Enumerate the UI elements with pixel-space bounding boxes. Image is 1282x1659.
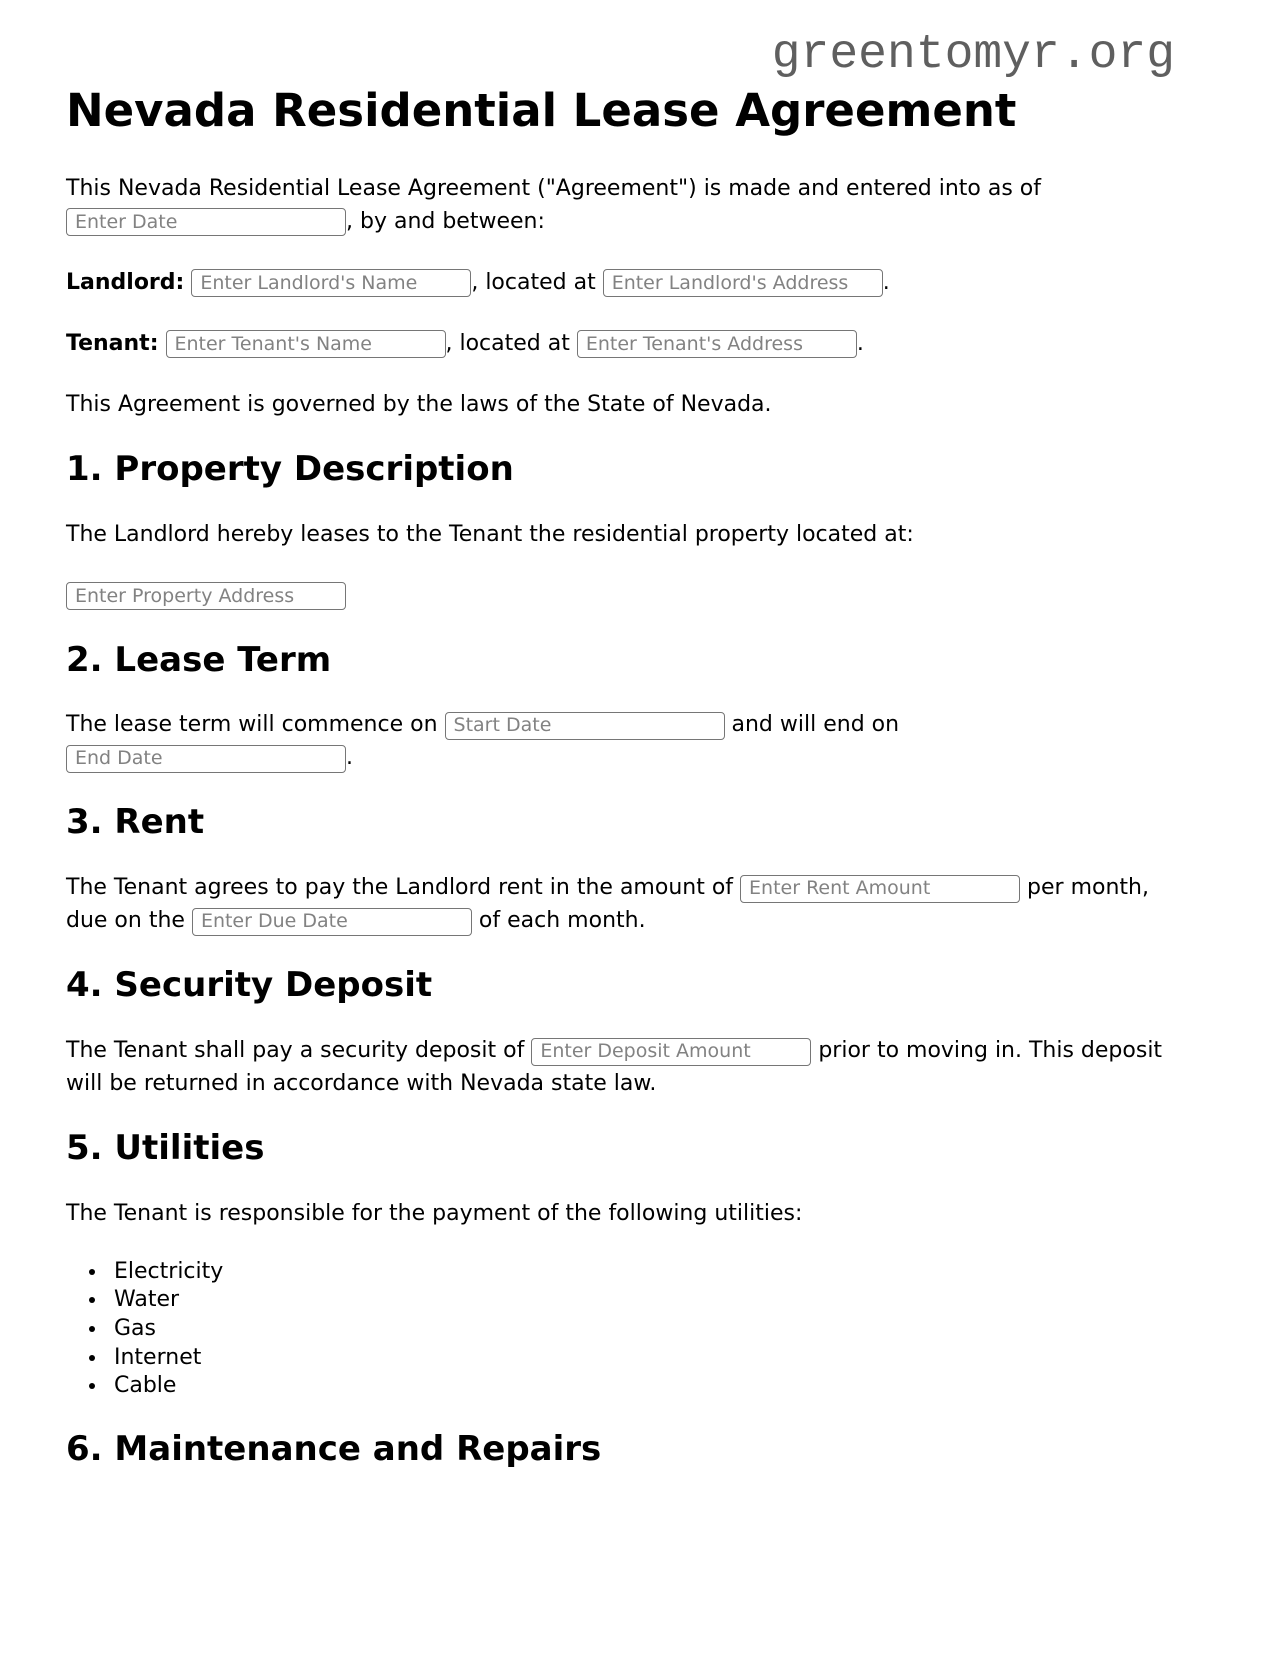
rent-text-after: of each month. (471, 908, 646, 934)
agreement-date-input[interactable] (66, 208, 346, 236)
landlord-address-input[interactable] (603, 269, 883, 297)
tenant-label: Tenant: (66, 330, 159, 356)
intro-paragraph (66, 172, 1175, 238)
tenant-located-at-text: , located at (445, 330, 577, 356)
section-lease-term-heading: 2. Lease Term (66, 639, 332, 680)
site-watermark: greentomyr.org (771, 28, 1175, 82)
intro-text-before: This Nevada Residential Lease Agreement ("Agreement") is made and entered into as of (66, 175, 1042, 201)
rent-text-before: The Tenant agrees to pay the Landlord rent in the amount of (66, 875, 741, 901)
page-title: Nevada Residential Lease Agreement (66, 83, 1017, 137)
utility-item-cable: • Cable (108, 1372, 1175, 1401)
utility-item-water: • Water (108, 1286, 1175, 1315)
deposit-text-before: The Tenant shall pay a security deposit of (66, 1038, 532, 1064)
intro-text-after: , by and between: (346, 208, 545, 234)
landlord-name-input[interactable] (191, 269, 471, 297)
utility-item-internet: • Internet (108, 1344, 1175, 1373)
landlord-label: Landlord: (66, 269, 185, 295)
tenant-address-input[interactable] (577, 330, 857, 358)
due-date-input[interactable] (192, 908, 472, 936)
deposit-paragraph (66, 1034, 1175, 1100)
end-date-input[interactable] (66, 745, 346, 773)
start-date-input[interactable] (445, 712, 725, 740)
lease-term-text-middle: and will end on (724, 712, 900, 738)
rent-amount-input[interactable] (740, 875, 1020, 903)
tenant-paragraph (66, 327, 1175, 360)
tenant-end-text: . (856, 330, 864, 356)
utility-item-electricity: • Electricity (108, 1258, 1175, 1287)
property-address-input[interactable] (66, 582, 346, 610)
lease-term-text-before: The lease term will commence on (66, 712, 445, 738)
section-deposit-heading: 4. Security Deposit (66, 965, 433, 1006)
landlord-end-text: . (882, 269, 890, 295)
section-maintenance-heading: 6. Maintenance and Repairs (66, 1428, 602, 1469)
utilities-list (66, 1258, 1175, 1401)
tenant-name-input[interactable] (166, 330, 446, 358)
property-address-paragraph (66, 579, 1175, 612)
landlord-paragraph (66, 266, 1175, 299)
deposit-text-after: prior to moving in. This deposit will be returned in accordance with Nevada state law. (66, 1038, 1163, 1097)
governing-law-text: This Agreement is governed by the laws of the State of Nevada. (66, 391, 772, 417)
section-property-heading: 1. Property Description (66, 448, 514, 489)
section-utilities-heading: 5. Utilities (66, 1128, 265, 1169)
lease-term-text-after: . (346, 745, 353, 771)
utilities-intro-text: The Tenant is responsible for the payment of the following utilities: (66, 1200, 803, 1226)
utility-item-gas: • Gas (108, 1315, 1175, 1344)
property-description-text: The Landlord hereby leases to the Tenant the residential property located at: (66, 521, 914, 547)
lease-term-paragraph (66, 708, 1175, 774)
section-rent-heading: 3. Rent (66, 802, 205, 843)
rent-text-middle: per month, due on the (66, 875, 1149, 934)
rent-paragraph (66, 871, 1175, 937)
landlord-located-at-text: , located at (471, 269, 603, 295)
deposit-amount-input[interactable] (531, 1038, 811, 1066)
